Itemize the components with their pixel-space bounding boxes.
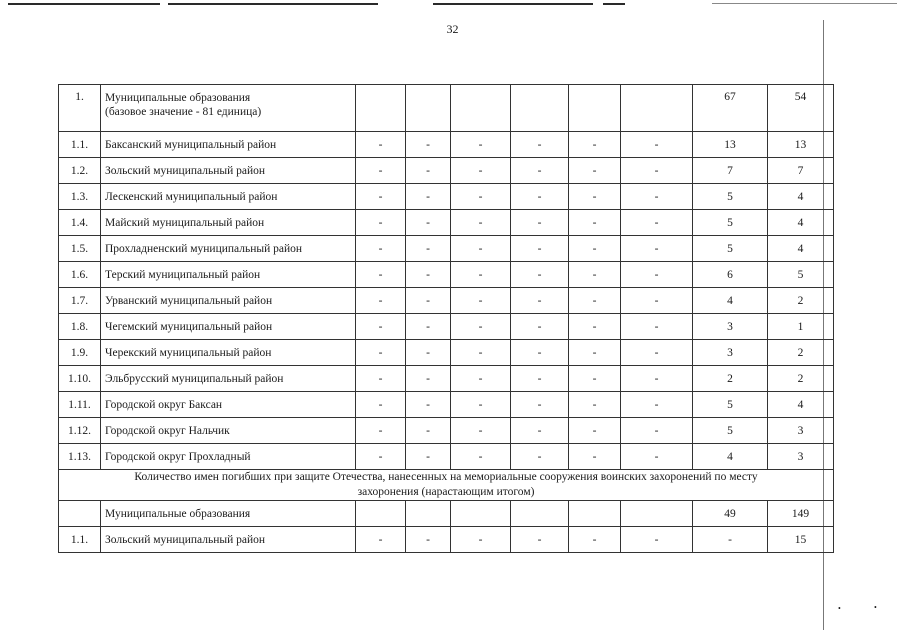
row-cell: - — [511, 366, 569, 392]
row-number: 1.8. — [59, 314, 101, 340]
row-name: Эльбрусский муниципальный район — [101, 366, 356, 392]
table-row — [59, 85, 834, 132]
table-row — [59, 132, 834, 158]
row-cell — [406, 501, 451, 527]
table-row — [59, 210, 834, 236]
row-cell: - — [569, 158, 621, 184]
row-value-1: 49 — [693, 501, 768, 527]
row-number: 1.12. — [59, 418, 101, 444]
row-cell: - — [569, 392, 621, 418]
row-cell: - — [511, 236, 569, 262]
row-cell: - — [569, 418, 621, 444]
row-cell: - — [356, 262, 406, 288]
row-cell: - — [621, 262, 693, 288]
row-name: Муниципальные образования — [101, 501, 356, 527]
row-cell: - — [406, 288, 451, 314]
row-cell: - — [569, 236, 621, 262]
row-value-2: 4 — [768, 184, 834, 210]
row-value-1: 5 — [693, 210, 768, 236]
row-cell: - — [451, 444, 511, 470]
scan-mark: • — [874, 603, 877, 612]
row-value-1: 67 — [693, 85, 768, 132]
row-name: Черекский муниципальный район — [101, 340, 356, 366]
row-cell: - — [621, 184, 693, 210]
row-cell: - — [356, 210, 406, 236]
row-cell: - — [451, 184, 511, 210]
row-name: Прохладненский муниципальный район — [101, 236, 356, 262]
row-cell — [451, 85, 511, 132]
row-cell: - — [569, 184, 621, 210]
table-row — [59, 444, 834, 470]
table-row — [59, 236, 834, 262]
row-cell: - — [406, 158, 451, 184]
row-cell: - — [356, 340, 406, 366]
row-value-1: 3 — [693, 314, 768, 340]
table-row — [59, 184, 834, 210]
row-cell: - — [451, 314, 511, 340]
row-cell: - — [356, 418, 406, 444]
row-cell: - — [621, 366, 693, 392]
row-number: 1.6. — [59, 262, 101, 288]
row-value-1: 4 — [693, 444, 768, 470]
row-number: 1.1. — [59, 527, 101, 553]
table-row — [59, 340, 834, 366]
row-cell: - — [511, 184, 569, 210]
row-cell: - — [406, 444, 451, 470]
row-value-2: 5 — [768, 262, 834, 288]
row-cell — [569, 501, 621, 527]
scan-edge-line — [433, 3, 593, 5]
row-cell: - — [451, 340, 511, 366]
row-cell: - — [406, 184, 451, 210]
row-value-2: 7 — [768, 158, 834, 184]
row-cell: - — [406, 210, 451, 236]
row-cell: - — [569, 366, 621, 392]
table-row — [59, 366, 834, 392]
row-cell: - — [356, 288, 406, 314]
row-cell: - — [451, 210, 511, 236]
row-value-2: 4 — [768, 236, 834, 262]
row-value-2: 4 — [768, 392, 834, 418]
table-row — [59, 418, 834, 444]
row-cell: - — [511, 392, 569, 418]
row-cell: - — [451, 236, 511, 262]
row-cell: - — [621, 392, 693, 418]
row-cell: - — [356, 314, 406, 340]
row-cell: - — [511, 527, 569, 553]
row-cell: - — [356, 444, 406, 470]
row-value-1: 13 — [693, 132, 768, 158]
row-value-2: 54 — [768, 85, 834, 132]
row-cell: - — [406, 236, 451, 262]
row-value-2: 149 — [768, 501, 834, 527]
row-cell — [569, 85, 621, 132]
row-number: 1.1. — [59, 132, 101, 158]
row-cell: - — [451, 392, 511, 418]
row-cell: - — [406, 340, 451, 366]
table-row — [59, 314, 834, 340]
row-cell: - — [406, 527, 451, 553]
row-cell: - — [451, 527, 511, 553]
row-cell: - — [511, 288, 569, 314]
row-cell: - — [356, 132, 406, 158]
row-cell: - — [356, 366, 406, 392]
table-row — [59, 158, 834, 184]
row-number: 1.10. — [59, 366, 101, 392]
row-cell: - — [569, 288, 621, 314]
row-number: 1.3. — [59, 184, 101, 210]
row-cell — [511, 85, 569, 132]
row-cell: - — [569, 444, 621, 470]
row-cell: - — [621, 236, 693, 262]
row-cell: - — [511, 418, 569, 444]
row-value-2: 3 — [768, 418, 834, 444]
row-cell: - — [451, 418, 511, 444]
row-value-2: 15 — [768, 527, 834, 553]
scan-mark: • — [838, 604, 841, 613]
row-number: 1. — [59, 85, 101, 132]
table-row — [59, 527, 834, 553]
row-value-2: 2 — [768, 366, 834, 392]
table-row — [59, 262, 834, 288]
row-number: 1.5. — [59, 236, 101, 262]
page-number: 32 — [446, 22, 459, 36]
table-row — [59, 501, 834, 527]
row-cell: - — [406, 392, 451, 418]
row-name: Урванский муниципальный район — [101, 288, 356, 314]
row-cell: - — [406, 132, 451, 158]
row-cell: - — [621, 418, 693, 444]
row-cell: - — [451, 158, 511, 184]
row-cell: - — [511, 262, 569, 288]
row-name: Городской округ Нальчик — [101, 418, 356, 444]
section-heading-line: Количество имен погибших при защите Отечества, нанесенных на мемориальные сооружения воинских захоронений по месту — [134, 471, 758, 483]
row-name: Майский муниципальный район — [101, 210, 356, 236]
section-heading-row — [59, 470, 834, 501]
row-value-2: 2 — [768, 288, 834, 314]
row-cell: - — [621, 444, 693, 470]
row-cell — [406, 85, 451, 132]
table-body-municipal — [59, 85, 834, 470]
scan-edge-line — [8, 3, 160, 5]
row-name: Городской округ Прохладный — [101, 444, 356, 470]
row-cell: - — [621, 527, 693, 553]
row-value-1: - — [693, 527, 768, 553]
row-number: 1.9. — [59, 340, 101, 366]
row-value-2: 4 — [768, 210, 834, 236]
row-cell: - — [451, 366, 511, 392]
row-cell: - — [621, 132, 693, 158]
row-cell: - — [406, 366, 451, 392]
row-value-1: 5 — [693, 184, 768, 210]
row-name: Зольский муниципальный район — [101, 527, 356, 553]
section-heading — [59, 470, 834, 501]
row-number: 1.4. — [59, 210, 101, 236]
row-cell: - — [621, 288, 693, 314]
row-number: 1.11. — [59, 392, 101, 418]
row-value-1: 5 — [693, 392, 768, 418]
row-cell: - — [406, 314, 451, 340]
row-cell: - — [621, 210, 693, 236]
row-cell — [451, 501, 511, 527]
row-name-line: Муниципальные образования — [105, 92, 251, 104]
row-number — [59, 501, 101, 527]
row-value-2: 2 — [768, 340, 834, 366]
row-cell: - — [569, 132, 621, 158]
row-cell: - — [621, 158, 693, 184]
row-value-1: 4 — [693, 288, 768, 314]
row-number: 1.2. — [59, 158, 101, 184]
row-name: Зольский муниципальный район — [101, 158, 356, 184]
row-cell: - — [569, 262, 621, 288]
row-cell: - — [356, 184, 406, 210]
row-cell: - — [451, 132, 511, 158]
row-value-2: 1 — [768, 314, 834, 340]
scan-edge-line — [603, 3, 625, 5]
row-value-1: 5 — [693, 418, 768, 444]
row-name — [101, 85, 356, 132]
row-name: Баксанский муниципальный район — [101, 132, 356, 158]
row-cell: - — [621, 314, 693, 340]
row-cell: - — [451, 288, 511, 314]
row-cell — [621, 85, 693, 132]
row-cell: - — [451, 262, 511, 288]
row-cell: - — [511, 132, 569, 158]
row-cell: - — [569, 340, 621, 366]
data-table — [58, 84, 834, 553]
row-name: Терский муниципальный район — [101, 262, 356, 288]
row-cell: - — [511, 314, 569, 340]
row-value-2: 13 — [768, 132, 834, 158]
table-section — [59, 470, 834, 501]
table-row — [59, 288, 834, 314]
row-value-1: 7 — [693, 158, 768, 184]
row-cell: - — [356, 236, 406, 262]
row-value-1: 5 — [693, 236, 768, 262]
row-name-line: (базовое значение - 81 единица) — [105, 106, 262, 118]
scan-edge-line — [168, 3, 378, 5]
row-value-1: 2 — [693, 366, 768, 392]
row-cell: - — [356, 527, 406, 553]
row-value-2: 3 — [768, 444, 834, 470]
row-cell: - — [511, 340, 569, 366]
row-cell: - — [511, 210, 569, 236]
row-cell — [511, 501, 569, 527]
row-name: Чегемский муниципальный район — [101, 314, 356, 340]
row-cell: - — [569, 210, 621, 236]
table-body-names — [59, 501, 834, 553]
row-cell — [621, 501, 693, 527]
row-cell: - — [356, 158, 406, 184]
section-heading-line: захоронения (нарастающим итогом) — [357, 486, 535, 498]
row-cell: - — [569, 527, 621, 553]
row-value-1: 6 — [693, 262, 768, 288]
row-cell: - — [569, 314, 621, 340]
row-cell: - — [406, 262, 451, 288]
row-name: Лескенский муниципальный район — [101, 184, 356, 210]
row-cell: - — [511, 444, 569, 470]
scan-edge-line — [712, 3, 897, 4]
row-value-1: 3 — [693, 340, 768, 366]
row-cell — [356, 85, 406, 132]
row-number: 1.7. — [59, 288, 101, 314]
row-number: 1.13. — [59, 444, 101, 470]
row-name: Городской округ Баксан — [101, 392, 356, 418]
row-cell: - — [406, 418, 451, 444]
row-cell: - — [511, 158, 569, 184]
row-cell: - — [621, 340, 693, 366]
row-cell: - — [356, 392, 406, 418]
table-row — [59, 392, 834, 418]
row-cell — [356, 501, 406, 527]
